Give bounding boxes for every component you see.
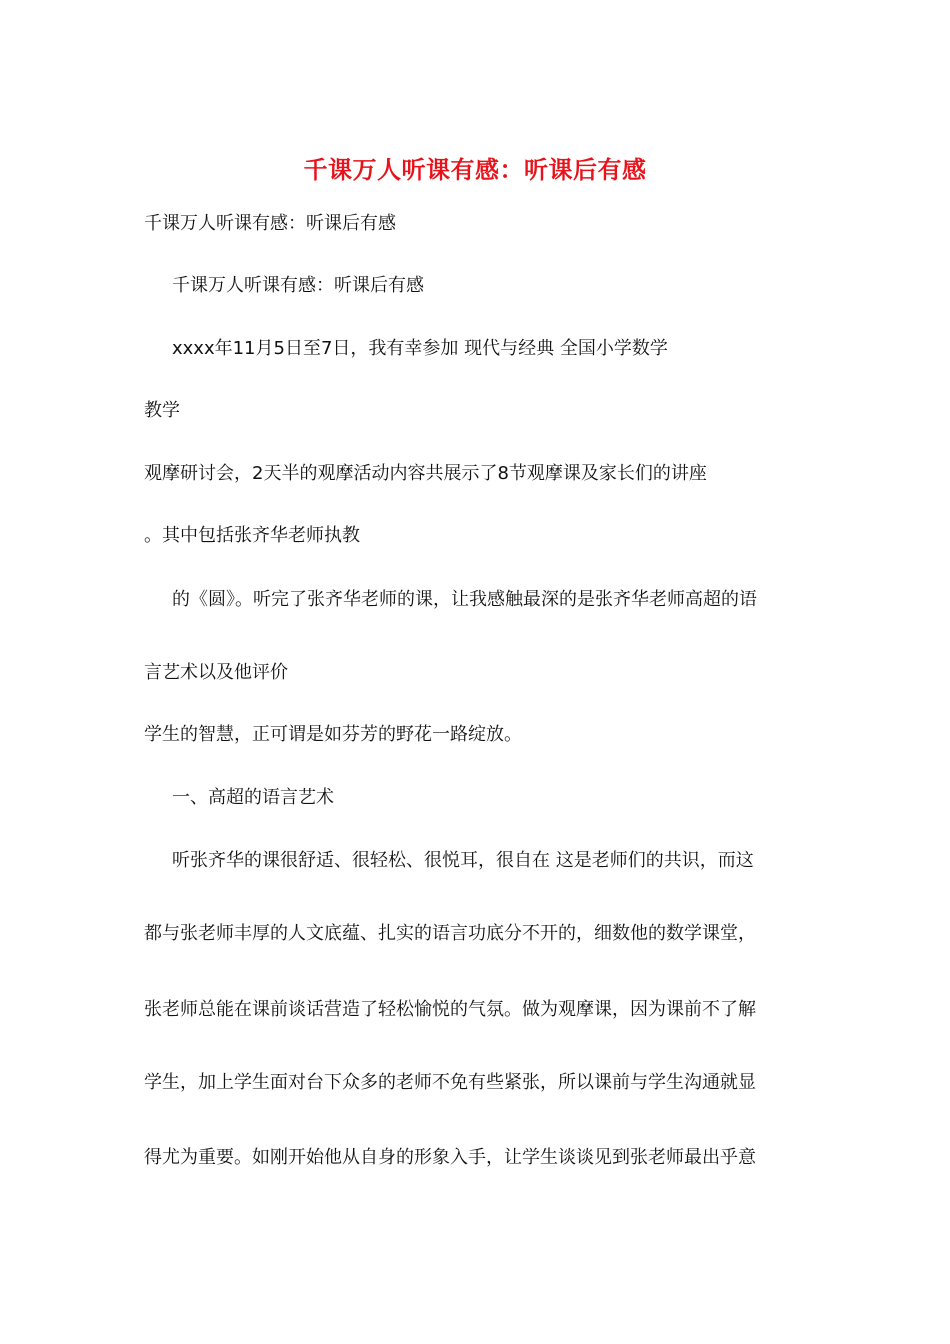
section-heading: 一、高超的语言艺术 [172,787,334,808]
paragraph-line: 观摩研讨会，2天半的观摩活动内容共展示了8节观摩课及家长们的讲座 [144,463,707,484]
subtitle-line-indented: 千课万人听课有感：听课后有感 [172,275,424,296]
paragraph-line: 张老师总能在课前谈话营造了轻松愉悦的气氛。做为观摩课，因为课前不了解 [144,999,756,1020]
document-title: 千课万人听课有感：听课后有感 [303,156,647,184]
paragraph-line: 得尤为重要。如刚开始他从自身的形象入手，让学生谈谈见到张老师最出乎意 [144,1147,756,1168]
paragraph-line: 言艺术以及他评价 [144,662,288,683]
paragraph-line: 都与张老师丰厚的人文底蕴、扎实的语言功底分不开的，细数他的数学课堂， [144,923,756,944]
paragraph-line: xxxx年11月5日至7日，我有幸参加 现代与经典 全国小学数学 [172,338,668,359]
paragraph-line: 学生，加上学生面对台下众多的老师不免有些紧张，所以课前与学生沟通就显 [144,1072,756,1093]
paragraph-line: 学生的智慧，正可谓是如芬芳的野花一路绽放。 [144,724,522,745]
paragraph-line: 。其中包括张齐华老师执教 [144,525,360,546]
subtitle-line: 千课万人听课有感：听课后有感 [144,213,396,234]
paragraph-line: 听张齐华的课很舒适、很轻松、很悦耳，很自在 这是老师们的共识，而这 [172,850,754,871]
paragraph-line: 的《圆》。听完了张齐华老师的课，让我感触最深的是张齐华老师高超的语 [172,589,757,610]
paragraph-line: 教学 [144,400,180,421]
